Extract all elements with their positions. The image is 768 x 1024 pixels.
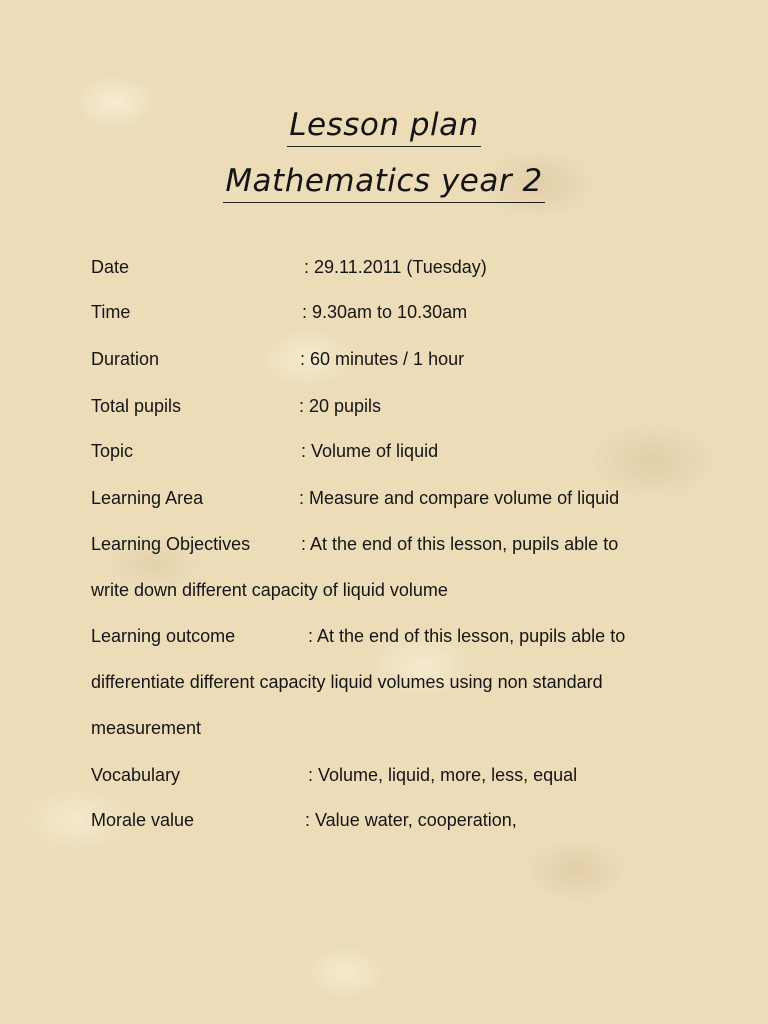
title-mathematics-year-text: Mathematics year 2 [223, 162, 544, 203]
field-learning-outcome-continuation-1: differentiate different capacity liquid volumes using non standard [91, 672, 603, 692]
field-time-label: Time [91, 302, 131, 322]
title-lesson-plan-text: Lesson plan [287, 106, 481, 147]
title-mathematics-year [0, 162, 768, 203]
field-date-value: : 29.11.2011 (Tuesday) [304, 257, 487, 277]
field-learning-area-value: : Measure and compare volume of liquid [299, 488, 620, 508]
field-learning-area-label: Learning Area [91, 488, 204, 508]
field-date-label: Date [91, 257, 130, 277]
title-lesson-plan [0, 106, 768, 147]
field-vocabulary-value: : Volume, liquid, more, less, equal [308, 765, 578, 785]
field-learning-objectives-label: Learning Objectives [91, 534, 251, 554]
field-total-pupils-value: : 20 pupils [299, 396, 382, 416]
field-topic-value: : Volume of liquid [301, 441, 439, 461]
field-time-value: : 9.30am to 10.30am [302, 302, 468, 322]
field-morale-value-value: : Value water, cooperation, [305, 810, 517, 830]
field-learning-outcome-value: : At the end of this lesson, pupils able to [308, 626, 626, 646]
field-learning-objectives-continuation: write down different capacity of liquid volume [91, 580, 448, 600]
field-learning-outcome-label: Learning outcome [91, 626, 236, 646]
field-learning-outcome-continuation-2: measurement [91, 718, 202, 738]
field-total-pupils-label: Total pupils [91, 396, 182, 416]
field-duration-value: : 60 minutes / 1 hour [300, 349, 465, 369]
field-morale-value-label: Morale value [91, 810, 195, 830]
field-topic-label: Topic [91, 441, 134, 461]
field-vocabulary-label: Vocabulary [91, 765, 181, 785]
field-duration-label: Duration [91, 349, 160, 369]
field-learning-objectives-value: : At the end of this lesson, pupils able to [301, 534, 619, 554]
